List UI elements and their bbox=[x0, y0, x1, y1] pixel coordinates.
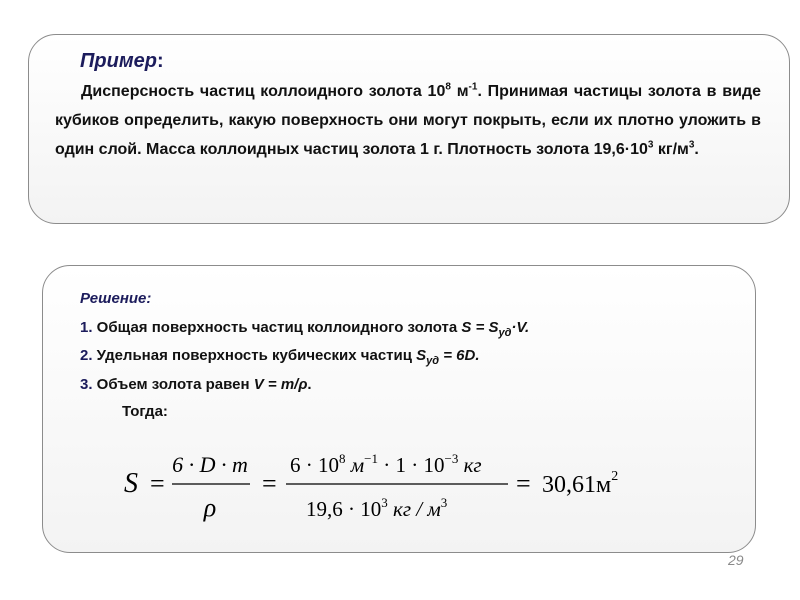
formula-eq-1: = bbox=[150, 469, 165, 498]
solution-step-1: 1. Общая поверхность частиц коллоидного золота $S = S_{уд}\cdot V$. bbox=[80, 319, 530, 339]
solution-title: Решение: bbox=[80, 290, 152, 307]
problem-text: Дисперсность частиц коллоидного золота $10^8$ $м^{-1}$. Принимая частицы золота в виде кубиков определить, какую поверхность они могут покрыть, если их плотно уложить в один слой. Масса коллоидных частиц золота 1 г. Плотность золота $19,6\cdot 10^3$ $кг/м^3$. bbox=[55, 81, 762, 158]
formula-eq-3: = bbox=[516, 469, 531, 498]
then-label: Тогда: bbox=[122, 403, 168, 420]
formula-eq-2: = bbox=[262, 469, 277, 498]
frac1-numerator: 6 · D · m bbox=[172, 452, 248, 477]
solution-step-2: 2. Удельная поверхность кубических частиц $S_{уд} = 6D$. bbox=[80, 347, 480, 367]
frac2-numerator: $6 \cdot 10^8$ $м^{-1} \cdot 1 \cdot 10^{-3}$ кг bbox=[290, 451, 482, 477]
solution-step-3: 3. Объем золота равен V = m/ρ. bbox=[80, 376, 312, 393]
page-number: 29 bbox=[728, 552, 744, 568]
formula-lhs: S bbox=[124, 468, 138, 499]
frac1-denominator: ρ bbox=[203, 493, 217, 522]
formula-result: $30,61м^2$ bbox=[542, 469, 619, 498]
example-heading: Пример: bbox=[80, 50, 164, 72]
result-formula bbox=[110, 440, 670, 530]
frac2-denominator: $19,6 \cdot 10^3$ кг / $м^3$ bbox=[306, 495, 448, 521]
